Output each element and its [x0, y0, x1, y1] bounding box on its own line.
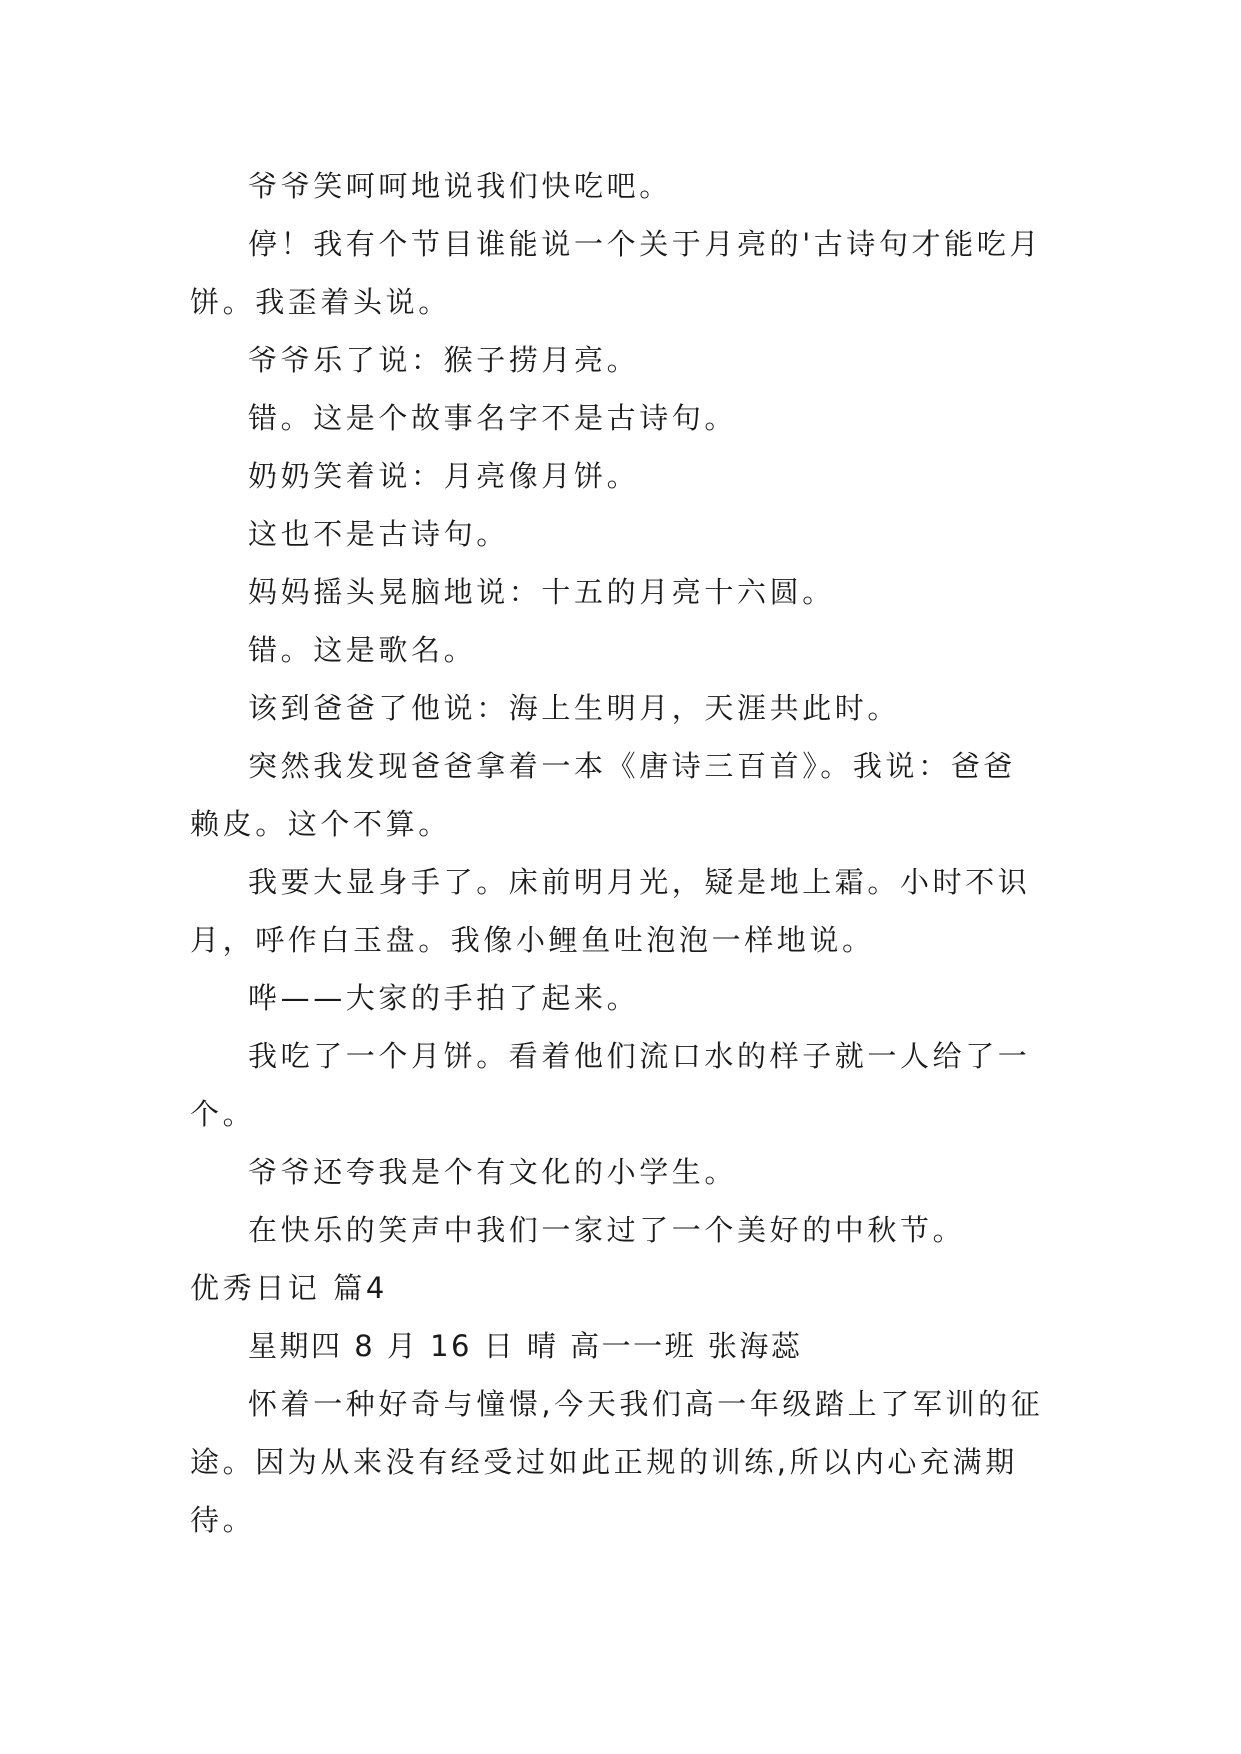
paragraph: 爷爷笑呵呵地说我们快吃吧。	[248, 169, 672, 203]
paragraph: 在快乐的笑声中我们一家过了一个美好的中秋节。	[248, 1213, 966, 1247]
section-heading: 优秀日记 篇4	[190, 1271, 388, 1305]
paragraph: 哗——大家的手拍了起来。	[248, 981, 640, 1015]
paragraph: 怀着一种好奇与憧憬,今天我们高一年级踏上了军训的征途。因为从来没有经受过如此正规的训练,所以内心充满期待。	[190, 1387, 1044, 1537]
paragraph: 妈妈摇头晃脑地说：十五的月亮十六圆。	[248, 575, 835, 609]
paragraph: 该到爸爸了他说：海上生明月，天涯共此时。	[248, 691, 901, 725]
paragraph: 奶奶笑着说：月亮像月饼。	[248, 459, 640, 493]
diary-entry-meta: 星期四 8 月 16 日 晴 高一一班 张海蕊	[248, 1329, 803, 1363]
paragraph: 突然我发现爸爸拿着一本《唐诗三百首》。我说：爸爸赖皮。这个不算。	[190, 749, 1016, 841]
document-body	[190, 157, 1048, 1549]
paragraph: 我吃了一个月饼。看着他们流口水的样子就一人给了一个。	[190, 1039, 1031, 1131]
paragraph: 爷爷乐了说：猴子捞月亮。	[248, 343, 640, 377]
paragraph: 我要大显身手了。床前明月光，疑是地上霜。小时不识月，呼作白玉盘。我像小鲤鱼吐泡泡一样地说。	[190, 865, 1031, 957]
paragraph: 爷爷还夸我是个有文化的小学生。	[248, 1155, 738, 1189]
paragraph: 停！我有个节目谁能说一个关于月亮的'古诗句才能吃月饼。我歪着头说。	[190, 227, 1042, 319]
paragraph: 错。这是歌名。	[248, 633, 477, 667]
paragraph: 错。这是个故事名字不是古诗句。	[248, 401, 738, 435]
paragraph: 这也不是古诗句。	[248, 517, 509, 551]
